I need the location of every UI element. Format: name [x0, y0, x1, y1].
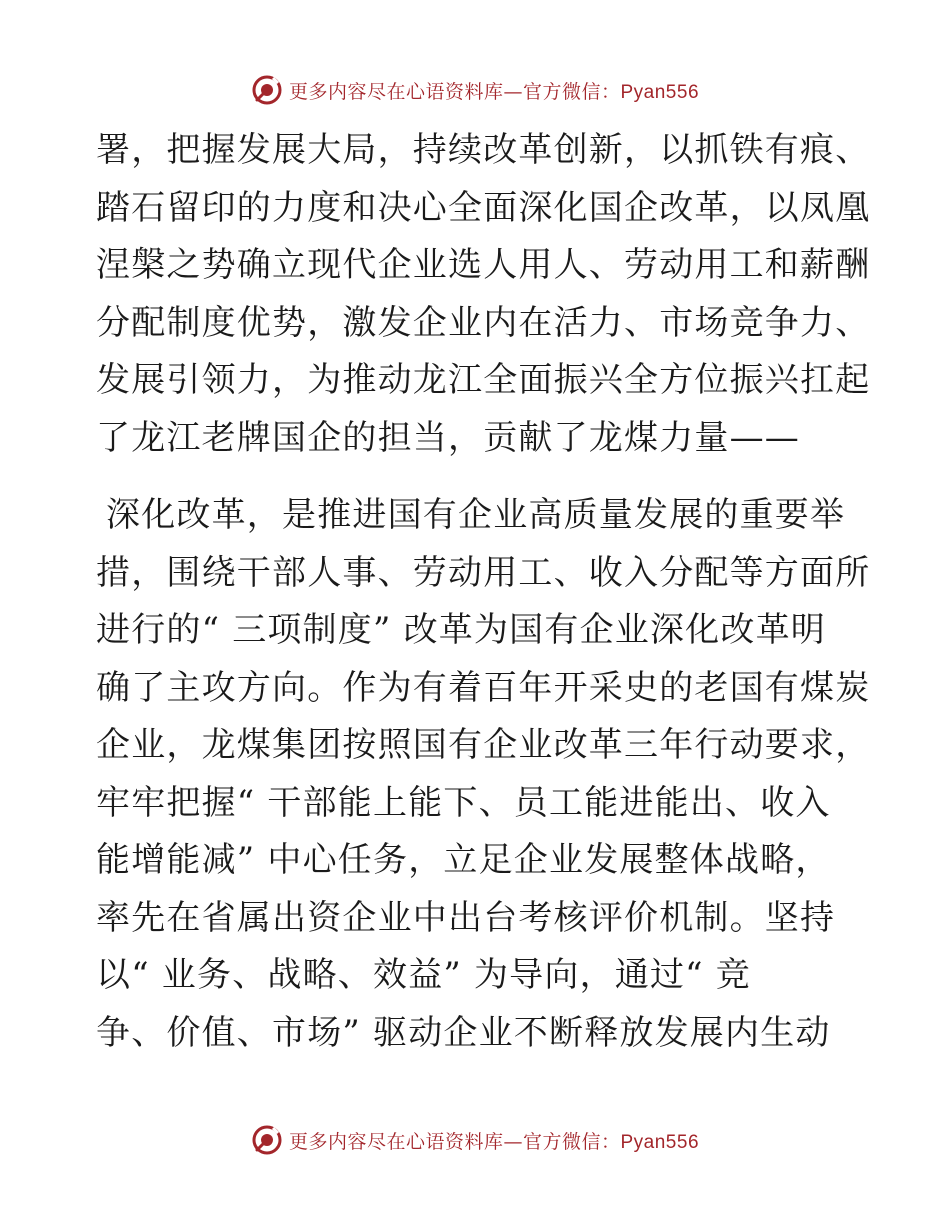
text-line: 了龙江老牌国企的担当，贡献了龙煤力量—— [96, 417, 800, 458]
text-line: 发展引领力，为推动龙江全面振兴全方位振兴扛起 [96, 360, 871, 400]
text-line: 确了主攻方向。作为有着百年开采史的老国有煤炭 [96, 667, 871, 708]
brand-logo-icon [251, 74, 283, 106]
document-body [96, 122, 871, 1062]
banner-text: 更多内容尽在心语资料库—官方微信：Pyan556 [288, 80, 700, 103]
text-line: 牢牢把握“ 干部能上能下、员工能进能出、收入 [96, 782, 831, 823]
text-line: 企业，龙煤集团按照国有企业改革三年行动要求， [96, 725, 871, 765]
text-line: 率先在省属出资企业中出台考核评价机制。坚持 [96, 897, 836, 938]
text-line: 分配制度优势，激发企业内在活力、市场竞争力、 [96, 302, 871, 343]
text-line: 能增能减” 中心任务，立足企业发展整体战略， [96, 840, 831, 880]
text-line: 以“ 业务、战略、效益” 为导向，通过“ 竞 [96, 955, 751, 995]
footer-banner [0, 1120, 950, 1160]
paragraph-1 [96, 122, 871, 467]
text-line: 涅槃之势确立现代企业选人用人、劳动用工和薪酬 [96, 245, 871, 285]
header-banner [0, 70, 950, 110]
text-line: 争、价值、市场” 驱动企业不断释放发展内生动 [96, 1012, 831, 1053]
brand-logo-icon [251, 1124, 283, 1156]
wechat-id: Pyan556 [620, 1131, 700, 1153]
paragraph-2 [96, 487, 871, 1062]
wechat-id: Pyan556 [620, 81, 700, 103]
text-line: 进行的“ 三项制度” 改革为国有企业深化改革明 [96, 610, 826, 650]
banner-text: 更多内容尽在心语资料库—官方微信：Pyan556 [288, 1130, 700, 1153]
text-line: 署，把握发展大局，持续改革创新，以抓铁有痕、 [96, 130, 871, 170]
text-line: 深化改革，是推进国有企业高质量发展的重要举 [106, 495, 846, 535]
text-line: 踏石留印的力度和决心全面深化国企改革，以凤凰 [96, 187, 871, 228]
text-line: 措，围绕干部人事、劳动用工、收入分配等方面所 [96, 552, 871, 593]
